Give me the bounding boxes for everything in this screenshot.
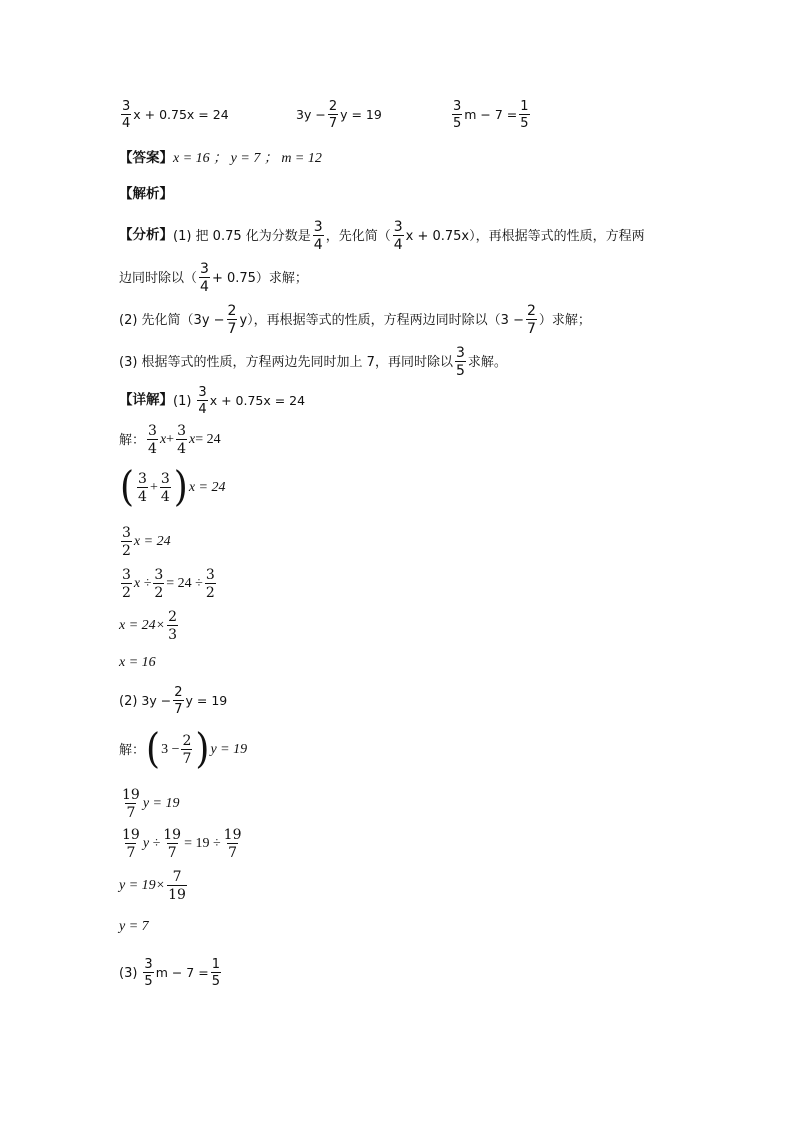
text: ）求解； — [538, 312, 591, 328]
step-10 — [119, 870, 189, 902]
problem-3-solution-header — [119, 958, 223, 988]
answer-label: 【答案】 — [119, 150, 173, 167]
text: = 19 ÷ — [184, 836, 221, 851]
step-5 — [119, 610, 180, 642]
fenxi-line-3 — [119, 304, 591, 336]
fraction: $\frac{3}{4}$ — [138, 471, 147, 505]
text: (1) 把 0.75 化为分数是 — [173, 228, 311, 244]
step-7: 解： ( 3 − $\frac{2}{7}$ ) y = 19 — [119, 725, 248, 773]
fraction: $\frac{19}{7}$ — [122, 787, 140, 821]
fraction: $\frac{3}{2}$ — [205, 567, 215, 601]
xiangjie-label: 【详解】 — [119, 392, 173, 409]
step-4 — [119, 568, 218, 600]
fraction: $\frac{1}{5}$ — [211, 957, 220, 989]
fraction: $\frac{3}{4}$ — [177, 423, 186, 457]
fraction: $\frac{3}{4}$ — [313, 219, 323, 253]
fraction: $\frac{3}{4}$ — [198, 385, 207, 417]
fraction: $\frac{3}{4}$ — [200, 261, 209, 295]
fenxi-label: 【分析】 — [119, 227, 173, 244]
xiangjie-line — [119, 386, 305, 416]
fraction: $\frac{19}{7}$ — [223, 827, 242, 861]
text: 3 − — [161, 742, 180, 757]
fraction: $\frac{3}{5}$ — [453, 99, 462, 131]
text: y = 19 — [210, 742, 248, 757]
answer-line — [119, 152, 322, 166]
text: 3y − — [141, 692, 172, 708]
fraction: $\frac{3}{4}$ — [393, 219, 403, 253]
fraction: $\frac{3}{4}$ — [148, 423, 157, 457]
answer-text: x = 16 ； y = 7 ； m = 12 — [173, 151, 322, 166]
fraction: $\frac{3}{4}$ — [122, 99, 131, 131]
text: (2) 先化简（3y − — [119, 312, 225, 328]
problem-2-head: 3y − — [296, 106, 326, 122]
text: y ÷ — [142, 836, 161, 851]
text: 求解。 — [467, 354, 507, 370]
step-6 — [119, 656, 156, 670]
problem-1-text: x + 0.75x = 24 — [133, 106, 229, 122]
fraction: $\frac{3}{5}$ — [455, 345, 465, 379]
text: ，先化简（ — [325, 228, 391, 244]
text: x = 24 — [188, 480, 226, 495]
text: (3) 根据等式的性质，方程两边先同时加上 7，再同时除以 — [119, 354, 453, 370]
text: 边同时除以（ — [119, 270, 198, 286]
fraction: $\frac{7}{19}$ — [168, 869, 186, 903]
step-8 — [119, 788, 180, 820]
text: (1) — [173, 393, 192, 409]
fenxi-line-1 — [119, 220, 645, 252]
step-3 — [119, 526, 171, 558]
fraction: $\frac{3}{2}$ — [122, 525, 131, 559]
text: = 24 ÷ — [166, 576, 203, 591]
fraction: $\frac{2}{7}$ — [227, 303, 237, 337]
fraction: $\frac{2}{7}$ — [328, 99, 338, 131]
problem-3-text: m − 7 = — [464, 106, 518, 122]
text: y = 19 — [185, 692, 228, 708]
analysis-heading — [119, 188, 173, 202]
text: 解： — [119, 432, 146, 448]
fenxi-line-4 — [119, 346, 507, 378]
text: x = 16 — [119, 655, 156, 670]
text: (2) — [119, 693, 138, 709]
problem-2 — [296, 100, 382, 130]
fraction: $\frac{3}{2}$ — [154, 567, 164, 601]
text: m − 7 = — [155, 964, 209, 980]
fraction: $\frac{2}{7}$ — [182, 733, 192, 767]
analysis-label: 【解析】 — [119, 186, 173, 202]
fraction: $\frac{2}{3}$ — [168, 609, 178, 643]
text: y），再根据等式的性质，方程两边同时除以（3 − — [239, 312, 524, 328]
text: y = 19 — [142, 796, 180, 811]
fraction: $\frac{3}{2}$ — [122, 567, 131, 601]
fraction: $\frac{19}{7}$ — [163, 827, 182, 861]
text: x + 0.75x），再根据等式的性质，方程两 — [405, 228, 645, 244]
problem-3 — [450, 100, 532, 130]
fraction: $\frac{1}{5}$ — [520, 99, 529, 131]
step-1: 解： $\frac{3}{4}$ x + $\frac{3}{4}$ x = 24 — [119, 423, 221, 457]
problem-1 — [119, 100, 229, 130]
fenxi-line-2 — [119, 262, 308, 294]
step-11 — [119, 920, 149, 934]
text: + 0.75）求解； — [211, 270, 308, 286]
fraction: $\frac{19}{7}$ — [122, 827, 140, 861]
text: (3) — [119, 965, 138, 981]
fraction: $\frac{3}{5}$ — [144, 957, 153, 989]
fraction: $\frac{2}{7}$ — [526, 303, 536, 337]
text: = 24 — [195, 432, 221, 447]
text: x = 24× — [119, 618, 166, 633]
step-9 — [119, 828, 244, 860]
fraction: $\frac{2}{7}$ — [174, 685, 183, 717]
step-2: ( $\frac{3}{4}$ + $\frac{3}{4}$ ) x = 24 — [120, 463, 226, 511]
text: y = 19× — [119, 878, 166, 893]
text: 解： — [119, 742, 146, 758]
text: y = 7 — [119, 919, 149, 934]
text: x = 24 — [133, 534, 171, 549]
text: x + 0.75x = 24 — [209, 392, 306, 408]
problem-2-solution-header — [119, 686, 227, 716]
fraction: $\frac{3}{4}$ — [160, 471, 170, 505]
text: x ÷ — [133, 576, 152, 591]
problem-2-tail: y = 19 — [340, 106, 382, 122]
